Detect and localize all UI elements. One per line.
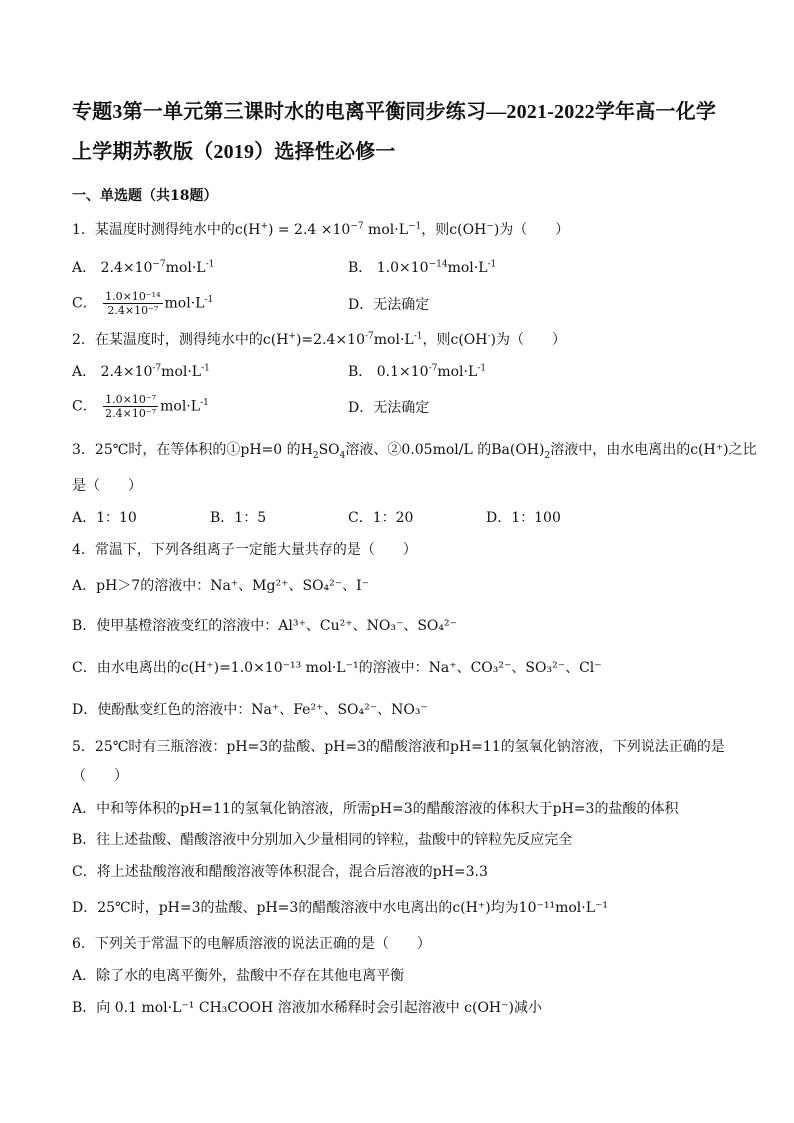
question-1-option-d: D．无法确定 (348, 297, 430, 313)
question-6-stem: 6．下列关于常温下的电解质溶液的说法正确的是（ ） (72, 936, 431, 952)
question-1-option-a: A． $2.4\times 10^{-7}mol\cdot L^{-1}$ (72, 259, 215, 276)
question-4-option-b: B．使甲基橙溶液变红的溶液中：Al³⁺、Cu²⁺、NO₃⁻、SO₄²⁻ (72, 618, 458, 634)
question-2-option-b: B． $0.1\times 10^{-7}mol\cdot L^{-1}$ (348, 363, 487, 380)
question-2-option-a: A． $2.4\times 10^{-7}mol\cdot L^{-1}$ (72, 363, 210, 380)
question-1-option-b: B． $1.0\times 10^{-14}mol\cdot L^{-1}$ (348, 259, 497, 276)
question-5-stem: 5．25℃时有三瓶溶液：pH=3的盐酸、pH=3的醋酸溶液和pH=11的氢氧化钠溶液，下列说法正确的是 (72, 739, 725, 755)
question-2-option-d: D．无法确定 (348, 400, 430, 416)
question-4-stem: 4．常温下，下列各组离子一定能大量共存的是（ ） (72, 542, 417, 558)
fraction: $\frac{\text{1.0×10⁻⁷}}{\text{2.4×10⁻⁷}}$ (105, 393, 157, 420)
fraction: $\frac{\text{1.0×10⁻¹⁴}}{\text{2.4×10⁻⁷}}$ (105, 290, 161, 317)
section-heading: 一、单选题（共18题） (72, 188, 218, 204)
question-1-option-c: C． $\frac{\text{1.0×10⁻¹⁴}}{\text{2.4×10⁻⁷}}$ $mol\cdot L^{-1}$ (72, 290, 214, 317)
question-5-option-c: C．将上述盐酸溶液和醋酸溶液等体积混合，混合后溶液的pH=3.3 (72, 864, 488, 880)
question-3-option-c: C．1：20 (348, 510, 414, 526)
question-4-option-a: A．pH＞7的溶液中：Na⁺、Mg²⁺、SO₄²⁻、I⁻ (72, 578, 370, 594)
question-5-option-b: B．往上述盐酸、醋酸溶液中分别加入少量相同的锌粒，盐酸中的锌粒先反应完全 (72, 832, 573, 848)
page-title: 专题3第一单元第三课时水的电离平衡同步练习—2021-2022学年高一化学上学期苏教版（2019）选择性必修一 (72, 101, 717, 163)
question-3-option-b: B．1：5 (210, 510, 267, 526)
question-3-stem-cont: 是（ ） (72, 478, 142, 494)
question-5-option-a: A．中和等体积的pH=11的氢氧化钠溶液，所需pH=3的醋酸溶液的体积大于pH=3的盐酸的体积 (72, 801, 679, 817)
question-6-option-a: A．除了水的电离平衡外，盐酸中不存在其他电离平衡 (72, 968, 405, 984)
question-2-option-c: C． $\frac{\text{1.0×10⁻⁷}}{\text{2.4×10⁻⁷}}$ $mol\cdot L^{-1}$ (72, 393, 209, 420)
question-4-option-d: D．使酚酞变红色的溶液中：Na⁺、Fe²⁺、SO₄²⁻、NO₃⁻ (72, 702, 428, 718)
question-3-stem: 3．25℃时，在等体积的①pH=0 的$H_2SO_4$溶液、②0.05mol/L 的$Ba(OH)_2$溶液中，由水电离出的c(H⁺)之比 (72, 442, 757, 461)
question-3-option-a: A．1：10 (72, 510, 137, 526)
question-1-stem: 1．某温度时测得纯水中的$c(H^+) = 2.4 \times 10^{-7}$ $mol\cdot L^{-1}$，则c(OH−)为（ ） (72, 221, 570, 238)
question-3-option-d: D．1：100 (486, 510, 561, 526)
question-5-option-d: D．25℃时，pH=3的盐酸、pH=3的醋酸溶液中水电离出的c(H⁺)均为10⁻¹¹mol·L⁻¹ (72, 900, 609, 916)
question-6-option-b: B．向 0.1 mol·L⁻¹ CH₃COOH 溶液加水稀释时会引起溶液中 c(OH⁻)减小 (72, 1000, 542, 1016)
question-4-option-c: C．由水电离出的c(H⁺)=1.0×10⁻¹³ mol·L⁻¹的溶液中：Na⁺、CO₃²⁻、SO₃²⁻、Cl⁻ (72, 660, 602, 676)
question-5-stem-cont: （ ） (72, 768, 128, 784)
question-2-stem: 2．在某温度时，测得纯水中的$c(H^+)=2.4\times 10^{-7}mol\cdot L^{-1}$，则c(OH-)为（ ） (72, 331, 566, 348)
